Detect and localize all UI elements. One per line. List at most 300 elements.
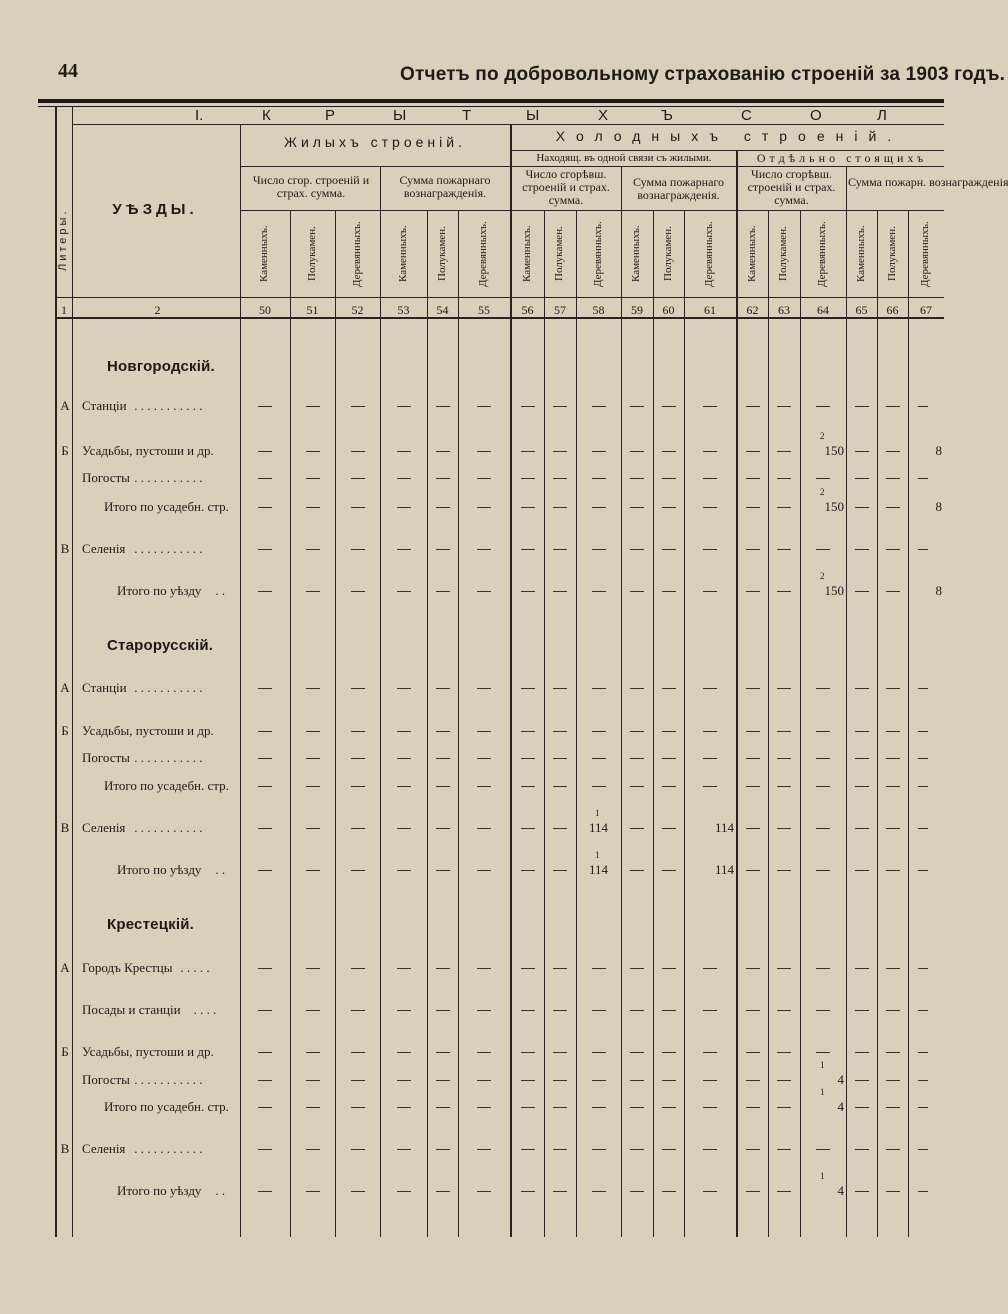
vline-54 xyxy=(458,210,459,1237)
banner-letter: О xyxy=(810,107,822,124)
empty-dash xyxy=(918,549,928,550)
empty-dash xyxy=(351,1149,365,1150)
empty-dash xyxy=(397,591,411,592)
empty-dash xyxy=(746,828,760,829)
material-column-label: Каменныхъ. xyxy=(520,225,533,283)
empty-dash xyxy=(777,1107,791,1108)
empty-dash xyxy=(886,786,900,787)
empty-dash xyxy=(521,451,535,452)
empty-dash xyxy=(662,758,676,759)
running-head: Отчетъ по добровольному страхованію строеній за 1903 годъ. xyxy=(400,64,1006,85)
empty-dash xyxy=(521,828,535,829)
empty-dash xyxy=(816,1010,830,1011)
empty-dash xyxy=(477,451,491,452)
empty-dash xyxy=(592,968,606,969)
empty-dash xyxy=(306,549,320,550)
empty-dash xyxy=(886,758,900,759)
empty-dash xyxy=(918,1149,928,1150)
empty-dash xyxy=(855,786,869,787)
empty-dash xyxy=(521,549,535,550)
value-sum: 114 xyxy=(714,862,734,877)
empty-dash xyxy=(436,549,450,550)
empty-dash xyxy=(553,507,567,508)
empty-dash xyxy=(662,870,676,871)
empty-dash xyxy=(855,1149,869,1150)
row-litera: В xyxy=(60,820,70,835)
empty-dash xyxy=(777,478,791,479)
empty-dash xyxy=(855,968,869,969)
empty-dash xyxy=(521,507,535,508)
empty-dash xyxy=(630,1149,644,1150)
empty-dash xyxy=(553,1149,567,1150)
empty-dash xyxy=(351,549,365,550)
row-litera: В xyxy=(60,541,70,556)
empty-dash xyxy=(746,1052,760,1053)
column-number: 61 xyxy=(704,303,716,317)
column-number: 50 xyxy=(259,303,271,317)
column-number: 59 xyxy=(631,303,643,317)
empty-dash xyxy=(477,786,491,787)
column-number: 55 xyxy=(478,303,490,317)
value-count: 1 xyxy=(820,1087,825,1097)
empty-dash xyxy=(592,478,606,479)
leader-dots: . . . . . . . . . . . xyxy=(134,1141,203,1156)
empty-dash xyxy=(521,1052,535,1053)
empty-dash xyxy=(703,688,717,689)
empty-dash xyxy=(630,591,644,592)
empty-dash xyxy=(662,478,676,479)
empty-dash xyxy=(886,451,900,452)
empty-dash xyxy=(918,406,928,407)
empty-dash xyxy=(777,758,791,759)
empty-dash xyxy=(351,1010,365,1011)
empty-dash xyxy=(746,478,760,479)
empty-dash xyxy=(436,870,450,871)
empty-dash xyxy=(886,968,900,969)
empty-dash xyxy=(397,1107,411,1108)
empty-dash xyxy=(436,688,450,689)
empty-dash xyxy=(592,1052,606,1053)
row-label: Усадьбы, пустоши и др. xyxy=(82,723,214,738)
empty-dash xyxy=(521,478,535,479)
leader-dots: . . . . . . . . . . . xyxy=(134,470,203,485)
banner-letter: Ы xyxy=(526,107,540,124)
empty-dash xyxy=(553,688,567,689)
empty-dash xyxy=(918,1191,928,1192)
empty-dash xyxy=(397,1010,411,1011)
vline-59 xyxy=(653,210,654,1237)
empty-dash xyxy=(630,1052,644,1053)
empty-dash xyxy=(553,1191,567,1192)
material-column-label: Деревянныхъ. xyxy=(477,221,489,287)
empty-dash xyxy=(777,549,791,550)
empty-dash xyxy=(436,507,450,508)
empty-dash xyxy=(630,1191,644,1192)
empty-dash xyxy=(436,758,450,759)
value-count: 2 xyxy=(820,571,825,581)
row-label: Посады и станціи xyxy=(82,1002,181,1017)
empty-dash xyxy=(630,968,644,969)
empty-dash xyxy=(306,786,320,787)
empty-dash xyxy=(436,1191,450,1192)
column-number: 60 xyxy=(662,303,675,317)
cold-title: Холодныхъ строеній. xyxy=(555,128,903,144)
value-sum: 4 xyxy=(837,1072,844,1087)
leader-dots: . . . . . . . . . . . xyxy=(134,541,203,556)
empty-dash xyxy=(855,1107,869,1108)
empty-dash xyxy=(886,828,900,829)
empty-dash xyxy=(397,786,411,787)
empty-dash xyxy=(703,1191,717,1192)
empty-dash xyxy=(746,1107,760,1108)
empty-dash xyxy=(746,731,760,732)
empty-dash xyxy=(630,1107,644,1108)
uezdy-header: УѢЗДЫ. xyxy=(112,201,198,218)
material-column-label: Полукамен. xyxy=(777,226,789,282)
empty-dash xyxy=(306,1052,320,1053)
material-column-label: Деревянныхъ. xyxy=(816,221,828,287)
empty-dash xyxy=(777,1191,791,1192)
empty-dash xyxy=(662,1052,676,1053)
empty-dash xyxy=(855,1080,869,1081)
empty-dash xyxy=(306,1107,320,1108)
empty-dash xyxy=(746,451,760,452)
empty-dash xyxy=(630,507,644,508)
empty-dash xyxy=(777,591,791,592)
row-label: Селенія xyxy=(82,820,126,835)
empty-dash xyxy=(746,688,760,689)
material-column-label: Деревянныхъ. xyxy=(919,221,931,287)
value-sum: 8 xyxy=(935,499,942,514)
row-litera: А xyxy=(60,398,70,413)
empty-dash xyxy=(306,478,320,479)
value-sum: 114 xyxy=(588,862,609,877)
empty-dash xyxy=(553,1080,567,1081)
empty-dash xyxy=(592,688,606,689)
row-label: Итого по уѣзду xyxy=(117,583,202,598)
empty-dash xyxy=(918,870,928,871)
empty-dash xyxy=(351,870,365,871)
empty-dash xyxy=(436,968,450,969)
empty-dash xyxy=(477,406,491,407)
empty-dash xyxy=(816,478,830,479)
value-count: 2 xyxy=(820,431,825,441)
empty-dash xyxy=(553,758,567,759)
header-line-sub xyxy=(240,210,944,211)
value-sum: 150 xyxy=(824,443,844,458)
empty-dash xyxy=(918,968,928,969)
empty-dash xyxy=(397,406,411,407)
empty-dash xyxy=(351,406,365,407)
material-column-label: Деревянныхъ. xyxy=(350,221,363,287)
value-count: 1 xyxy=(820,1171,825,1181)
empty-dash xyxy=(436,786,450,787)
row-litera: А xyxy=(60,960,70,975)
column-number: 2 xyxy=(154,303,161,317)
empty-dash xyxy=(477,1107,491,1108)
value-count: 1 xyxy=(595,850,600,860)
district-name: Старорусскій. xyxy=(107,637,214,654)
vline-53 xyxy=(427,210,428,1237)
empty-dash xyxy=(477,870,491,871)
empty-dash xyxy=(662,1010,676,1011)
empty-dash xyxy=(306,451,320,452)
empty-dash xyxy=(816,688,830,689)
row-litera: Б xyxy=(61,443,69,458)
empty-dash xyxy=(746,1010,760,1011)
empty-dash xyxy=(918,1080,928,1081)
row-label: Итого по уѣзду xyxy=(117,1183,202,1198)
vline-uezdy xyxy=(240,124,241,1237)
empty-dash xyxy=(477,758,491,759)
row-litera: А xyxy=(60,680,70,695)
banner-letter: Л xyxy=(877,107,887,124)
empty-dash xyxy=(746,870,760,871)
empty-dash xyxy=(777,507,791,508)
banner-letter: Т xyxy=(462,107,472,124)
empty-dash xyxy=(306,870,320,871)
empty-dash xyxy=(258,786,272,787)
empty-dash xyxy=(918,828,928,829)
empty-dash xyxy=(703,968,717,969)
material-column-label: Каменныхъ. xyxy=(745,225,758,283)
empty-dash xyxy=(816,786,830,787)
empty-dash xyxy=(258,968,272,969)
empty-dash xyxy=(351,591,365,592)
empty-dash xyxy=(351,507,365,508)
empty-dash xyxy=(592,591,606,592)
empty-dash xyxy=(306,1191,320,1192)
column-number: 57 xyxy=(554,303,566,317)
empty-dash xyxy=(397,549,411,550)
column-number: 63 xyxy=(778,303,790,317)
value-sum: 4 xyxy=(837,1183,844,1198)
empty-dash xyxy=(662,591,676,592)
empty-dash xyxy=(306,968,320,969)
value-sum: 8 xyxy=(935,443,942,458)
row-label: Итого по усадебн. стр. xyxy=(104,499,229,514)
empty-dash xyxy=(816,828,830,829)
row-label: Итого по усадебн. стр. xyxy=(104,1099,229,1114)
empty-dash xyxy=(703,1080,717,1081)
empty-dash xyxy=(662,1080,676,1081)
empty-dash xyxy=(855,1052,869,1053)
empty-dash xyxy=(703,507,717,508)
empty-dash xyxy=(306,828,320,829)
empty-dash xyxy=(918,1010,928,1011)
column-number: 66 xyxy=(886,303,899,317)
empty-dash xyxy=(592,1080,606,1081)
empty-dash xyxy=(521,591,535,592)
empty-dash xyxy=(521,406,535,407)
column-number: 52 xyxy=(351,303,364,317)
residential-title: Жилыхъ строеній. xyxy=(284,134,466,150)
empty-dash xyxy=(703,786,717,787)
row-label: Селенія xyxy=(82,541,126,556)
empty-dash xyxy=(777,828,791,829)
empty-dash xyxy=(351,478,365,479)
att-count-group: Число сгорѣвш. строеній и страх. сумма. xyxy=(522,167,610,207)
empty-dash xyxy=(306,1010,320,1011)
empty-dash xyxy=(592,731,606,732)
empty-dash xyxy=(477,1191,491,1192)
empty-dash xyxy=(918,1052,928,1053)
value-sum: 8 xyxy=(935,583,942,598)
empty-dash xyxy=(886,1107,900,1108)
empty-dash xyxy=(436,828,450,829)
empty-dash xyxy=(777,688,791,689)
empty-dash xyxy=(630,478,644,479)
empty-dash xyxy=(477,1080,491,1081)
empty-dash xyxy=(886,1149,900,1150)
column-number: 51 xyxy=(306,303,319,317)
empty-dash xyxy=(397,1080,411,1081)
empty-dash xyxy=(630,406,644,407)
page-number: 44 xyxy=(58,60,78,82)
empty-dash xyxy=(746,1080,760,1081)
row-litera: Б xyxy=(61,1044,69,1059)
empty-dash xyxy=(703,1052,717,1053)
litera-header: Литеры. xyxy=(57,208,69,272)
banner-letter: С xyxy=(741,107,752,124)
empty-dash xyxy=(351,1080,365,1081)
leader-dots: . . . . . . . . . . . xyxy=(134,750,203,765)
empty-dash xyxy=(855,758,869,759)
empty-dash xyxy=(553,549,567,550)
empty-dash xyxy=(477,591,491,592)
empty-dash xyxy=(258,688,272,689)
empty-dash xyxy=(918,731,928,732)
empty-dash xyxy=(477,1149,491,1150)
empty-dash xyxy=(703,1149,717,1150)
empty-dash xyxy=(592,758,606,759)
empty-dash xyxy=(258,549,272,550)
row-label: Городъ Крестцы xyxy=(82,960,173,975)
value-sum: 4 xyxy=(837,1099,844,1114)
empty-dash xyxy=(477,1010,491,1011)
empty-dash xyxy=(855,828,869,829)
empty-dash xyxy=(816,758,830,759)
value-count: 2 xyxy=(820,487,825,497)
empty-dash xyxy=(886,591,900,592)
column-number: 65 xyxy=(855,303,868,317)
empty-dash xyxy=(351,968,365,969)
vline-60 xyxy=(684,210,685,1237)
value-sum: 114 xyxy=(588,820,609,835)
empty-dash xyxy=(816,1149,830,1150)
empty-dash xyxy=(397,478,411,479)
leader-dots: . . . . xyxy=(193,1002,217,1017)
empty-dash xyxy=(306,1080,320,1081)
empty-dash xyxy=(397,828,411,829)
empty-dash xyxy=(397,1149,411,1150)
empty-dash xyxy=(258,1149,272,1150)
value-count: 1 xyxy=(595,808,600,818)
empty-dash xyxy=(630,1080,644,1081)
empty-dash xyxy=(592,1107,606,1108)
res-count-group: Число сгор. строеній и страх. сумма. xyxy=(252,173,370,200)
empty-dash xyxy=(777,870,791,871)
empty-dash xyxy=(553,786,567,787)
empty-dash xyxy=(630,1010,644,1011)
empty-dash xyxy=(397,507,411,508)
district-name: Крестецкій. xyxy=(107,916,194,933)
empty-dash xyxy=(258,1107,272,1108)
empty-dash xyxy=(630,758,644,759)
empty-dash xyxy=(855,731,869,732)
empty-dash xyxy=(351,731,365,732)
empty-dash xyxy=(855,591,869,592)
empty-dash xyxy=(592,507,606,508)
empty-dash xyxy=(258,731,272,732)
empty-dash xyxy=(477,549,491,550)
banner-letter: Х xyxy=(598,107,609,124)
vline-62 xyxy=(768,210,769,1237)
empty-dash xyxy=(258,1080,272,1081)
empty-dash xyxy=(918,478,928,479)
empty-dash xyxy=(886,731,900,732)
material-column-label: Деревянныхъ. xyxy=(591,221,604,287)
empty-dash xyxy=(703,731,717,732)
empty-dash xyxy=(662,1107,676,1108)
empty-dash xyxy=(816,870,830,871)
empty-dash xyxy=(746,1191,760,1192)
empty-dash xyxy=(662,507,676,508)
empty-dash xyxy=(397,758,411,759)
det-count-group: Число сгорѣвш. строеній и страх. сумма. xyxy=(747,167,836,207)
column-number: 56 xyxy=(521,303,534,317)
empty-dash xyxy=(436,451,450,452)
empty-dash xyxy=(436,1149,450,1150)
empty-dash xyxy=(662,828,676,829)
empty-dash xyxy=(592,1191,606,1192)
empty-dash xyxy=(258,1191,272,1192)
empty-dash xyxy=(592,786,606,787)
empty-dash xyxy=(703,1010,717,1011)
empty-dash xyxy=(703,758,717,759)
empty-dash xyxy=(777,451,791,452)
empty-dash xyxy=(397,1052,411,1053)
leader-dots: . . . . . . . . . . . xyxy=(134,820,203,835)
empty-dash xyxy=(746,406,760,407)
empty-dash xyxy=(777,1149,791,1150)
row-label: Станціи xyxy=(82,398,127,413)
row-label: Погосты xyxy=(82,470,130,485)
empty-dash xyxy=(258,451,272,452)
empty-dash xyxy=(746,968,760,969)
column-number: 53 xyxy=(397,303,410,317)
empty-dash xyxy=(553,406,567,407)
district-name: Новгородскій. xyxy=(107,358,215,375)
empty-dash xyxy=(816,549,830,550)
row-label: Усадьбы, пустоши и др. xyxy=(82,443,214,458)
empty-dash xyxy=(477,968,491,969)
empty-dash xyxy=(777,1010,791,1011)
leader-dots: . . . . . xyxy=(180,960,210,975)
empty-dash xyxy=(436,1010,450,1011)
empty-dash xyxy=(592,1149,606,1150)
column-number: 54 xyxy=(436,303,449,317)
empty-dash xyxy=(397,870,411,871)
vline-65 xyxy=(877,210,878,1237)
empty-dash xyxy=(351,1052,365,1053)
top-rule-thin xyxy=(38,106,944,107)
cold-detached-title: Отдѣльно стоящихъ xyxy=(756,151,928,165)
banner-letter: Ъ xyxy=(661,107,673,124)
leader-dots: . . xyxy=(215,862,226,877)
empty-dash xyxy=(306,591,320,592)
empty-dash xyxy=(477,1052,491,1053)
